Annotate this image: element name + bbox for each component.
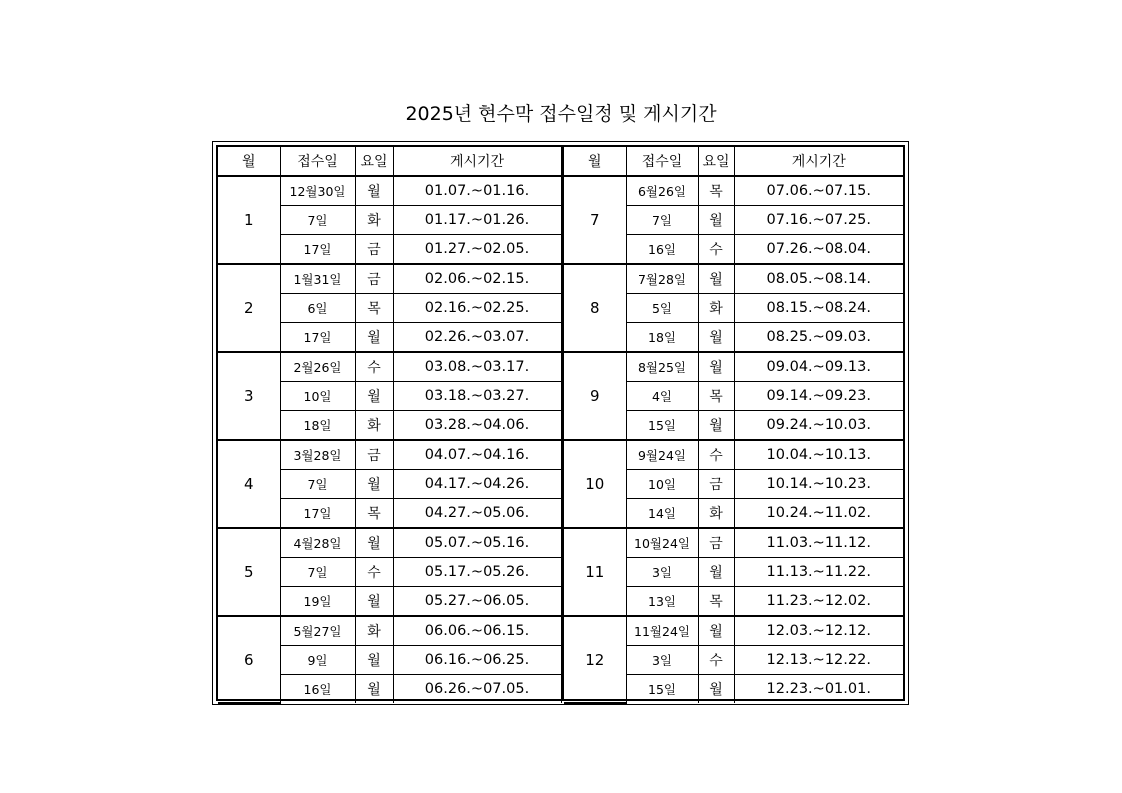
posting-period-cell: 02.16.~02.25. <box>393 294 561 323</box>
receipt-date-cell: 19일 <box>280 587 355 617</box>
posting-period-cell: 09.14.~09.23. <box>734 382 903 411</box>
weekday-cell: 화 <box>698 294 734 323</box>
weekday-cell: 월 <box>698 558 734 587</box>
posting-period-cell: 11.23.~12.02. <box>734 587 903 617</box>
header-posting-period: 게시기간 <box>393 147 561 176</box>
receipt-date-cell: 7일 <box>280 206 355 235</box>
table-row <box>564 176 903 206</box>
posting-period-cell: 04.17.~04.26. <box>393 470 561 499</box>
posting-period-cell: 03.28.~04.06. <box>393 411 561 441</box>
posting-period-cell: 07.26.~08.04. <box>734 235 903 265</box>
receipt-date-cell: 10일 <box>626 470 698 499</box>
schedule-frame <box>212 141 909 705</box>
table-row <box>564 616 903 646</box>
header-month: 월 <box>218 147 280 176</box>
weekday-cell: 화 <box>355 206 393 235</box>
weekday-cell: 목 <box>698 382 734 411</box>
table-row <box>218 352 561 382</box>
weekday-cell: 목 <box>698 587 734 617</box>
receipt-date-cell: 10일 <box>280 382 355 411</box>
weekday-cell: 수 <box>355 558 393 587</box>
posting-period-cell: 12.13.~12.22. <box>734 646 903 675</box>
posting-period-cell: 11.13.~11.22. <box>734 558 903 587</box>
receipt-date-cell: 17일 <box>280 499 355 529</box>
weekday-cell: 월 <box>355 470 393 499</box>
receipt-date-cell: 5일 <box>626 294 698 323</box>
table-row <box>564 440 903 470</box>
table-row <box>218 264 561 294</box>
weekday-cell: 월 <box>698 675 734 704</box>
month-cell: 5 <box>218 528 280 616</box>
weekday-cell: 수 <box>355 352 393 382</box>
posting-period-cell: 01.17.~01.26. <box>393 206 561 235</box>
weekday-cell: 금 <box>698 528 734 558</box>
weekday-cell: 금 <box>355 235 393 265</box>
header-receipt-date: 접수일 <box>626 147 698 176</box>
posting-period-cell: 04.27.~05.06. <box>393 499 561 529</box>
posting-period-cell: 07.06.~07.15. <box>734 176 903 206</box>
weekday-cell: 월 <box>698 411 734 441</box>
header-weekday: 요일 <box>698 147 734 176</box>
weekday-cell: 월 <box>698 323 734 353</box>
receipt-date-cell: 15일 <box>626 675 698 704</box>
posting-period-cell: 09.24.~10.03. <box>734 411 903 441</box>
weekday-cell: 월 <box>355 528 393 558</box>
month-cell: 2 <box>218 264 280 352</box>
weekday-cell: 수 <box>698 440 734 470</box>
table-row <box>218 440 561 470</box>
weekday-cell: 월 <box>355 323 393 353</box>
header-posting-period: 게시기간 <box>734 147 903 176</box>
posting-period-cell: 12.03.~12.12. <box>734 616 903 646</box>
posting-period-cell: 01.27.~02.05. <box>393 235 561 265</box>
weekday-cell: 목 <box>355 499 393 529</box>
weekday-cell: 목 <box>698 176 734 206</box>
receipt-date-cell: 1월31일 <box>280 264 355 294</box>
schedule-table-left <box>218 147 562 704</box>
weekday-cell: 금 <box>698 470 734 499</box>
header-receipt-date: 접수일 <box>280 147 355 176</box>
posting-period-cell: 05.17.~05.26. <box>393 558 561 587</box>
receipt-date-cell: 8월25일 <box>626 352 698 382</box>
schedule-table-right <box>564 147 903 704</box>
posting-period-cell: 09.04.~09.13. <box>734 352 903 382</box>
posting-period-cell: 03.18.~03.27. <box>393 382 561 411</box>
header-month: 월 <box>564 147 626 176</box>
posting-period-cell: 10.04.~10.13. <box>734 440 903 470</box>
month-cell: 3 <box>218 352 280 440</box>
weekday-cell: 월 <box>355 646 393 675</box>
receipt-date-cell: 16일 <box>626 235 698 265</box>
receipt-date-cell: 18일 <box>626 323 698 353</box>
weekday-cell: 화 <box>355 411 393 441</box>
table-row <box>218 528 561 558</box>
table-row <box>564 264 903 294</box>
receipt-date-cell: 6일 <box>280 294 355 323</box>
weekday-cell: 월 <box>698 352 734 382</box>
month-cell: 10 <box>564 440 626 528</box>
receipt-date-cell: 14일 <box>626 499 698 529</box>
receipt-date-cell: 17일 <box>280 323 355 353</box>
table-row <box>564 528 903 558</box>
header-weekday: 요일 <box>355 147 393 176</box>
posting-period-cell: 06.16.~06.25. <box>393 646 561 675</box>
table-row <box>564 352 903 382</box>
month-cell: 4 <box>218 440 280 528</box>
table-row <box>218 616 561 646</box>
weekday-cell: 화 <box>698 499 734 529</box>
posting-period-cell: 02.26.~03.07. <box>393 323 561 353</box>
receipt-date-cell: 6월26일 <box>626 176 698 206</box>
posting-period-cell: 08.25.~09.03. <box>734 323 903 353</box>
month-cell: 9 <box>564 352 626 440</box>
receipt-date-cell: 3일 <box>626 646 698 675</box>
weekday-cell: 화 <box>355 616 393 646</box>
posting-period-cell: 06.26.~07.05. <box>393 675 561 704</box>
receipt-date-cell: 18일 <box>280 411 355 441</box>
header-row <box>218 147 561 176</box>
weekday-cell: 수 <box>698 646 734 675</box>
posting-period-cell: 08.05.~08.14. <box>734 264 903 294</box>
posting-period-cell: 07.16.~07.25. <box>734 206 903 235</box>
receipt-date-cell: 12월30일 <box>280 176 355 206</box>
receipt-date-cell: 9일 <box>280 646 355 675</box>
month-cell: 12 <box>564 616 626 703</box>
receipt-date-cell: 9월24일 <box>626 440 698 470</box>
receipt-date-cell: 3일 <box>626 558 698 587</box>
receipt-date-cell: 3월28일 <box>280 440 355 470</box>
posting-period-cell: 05.27.~06.05. <box>393 587 561 617</box>
weekday-cell: 금 <box>355 440 393 470</box>
month-cell: 8 <box>564 264 626 352</box>
receipt-date-cell: 2월26일 <box>280 352 355 382</box>
schedule-inner-frame <box>216 145 905 701</box>
posting-period-cell: 03.08.~03.17. <box>393 352 561 382</box>
weekday-cell: 월 <box>355 382 393 411</box>
posting-period-cell: 11.03.~11.12. <box>734 528 903 558</box>
receipt-date-cell: 4월28일 <box>280 528 355 558</box>
weekday-cell: 월 <box>355 176 393 206</box>
weekday-cell: 월 <box>355 587 393 617</box>
month-cell: 11 <box>564 528 626 616</box>
receipt-date-cell: 7월28일 <box>626 264 698 294</box>
month-cell: 7 <box>564 176 626 264</box>
header-row <box>564 147 903 176</box>
posting-period-cell: 10.14.~10.23. <box>734 470 903 499</box>
posting-period-cell: 01.07.~01.16. <box>393 176 561 206</box>
receipt-date-cell: 7일 <box>280 470 355 499</box>
weekday-cell: 목 <box>355 294 393 323</box>
receipt-date-cell: 10월24일 <box>626 528 698 558</box>
weekday-cell: 월 <box>698 206 734 235</box>
month-cell: 6 <box>218 616 280 703</box>
weekday-cell: 월 <box>355 675 393 704</box>
receipt-date-cell: 16일 <box>280 675 355 704</box>
receipt-date-cell: 7일 <box>626 206 698 235</box>
receipt-date-cell: 5월27일 <box>280 616 355 646</box>
month-cell: 1 <box>218 176 280 264</box>
weekday-cell: 월 <box>698 616 734 646</box>
posting-period-cell: 08.15.~08.24. <box>734 294 903 323</box>
posting-period-cell: 04.07.~04.16. <box>393 440 561 470</box>
posting-period-cell: 10.24.~11.02. <box>734 499 903 529</box>
weekday-cell: 금 <box>355 264 393 294</box>
page-title: 2025년 현수막 접수일정 및 게시기간 <box>405 103 717 125</box>
receipt-date-cell: 13일 <box>626 587 698 617</box>
weekday-cell: 월 <box>698 264 734 294</box>
receipt-date-cell: 7일 <box>280 558 355 587</box>
receipt-date-cell: 11월24일 <box>626 616 698 646</box>
table-row <box>218 176 561 206</box>
weekday-cell: 수 <box>698 235 734 265</box>
receipt-date-cell: 17일 <box>280 235 355 265</box>
posting-period-cell: 06.06.~06.15. <box>393 616 561 646</box>
posting-period-cell: 05.07.~05.16. <box>393 528 561 558</box>
posting-period-cell: 12.23.~01.01. <box>734 675 903 704</box>
receipt-date-cell: 4일 <box>626 382 698 411</box>
receipt-date-cell: 15일 <box>626 411 698 441</box>
posting-period-cell: 02.06.~02.15. <box>393 264 561 294</box>
